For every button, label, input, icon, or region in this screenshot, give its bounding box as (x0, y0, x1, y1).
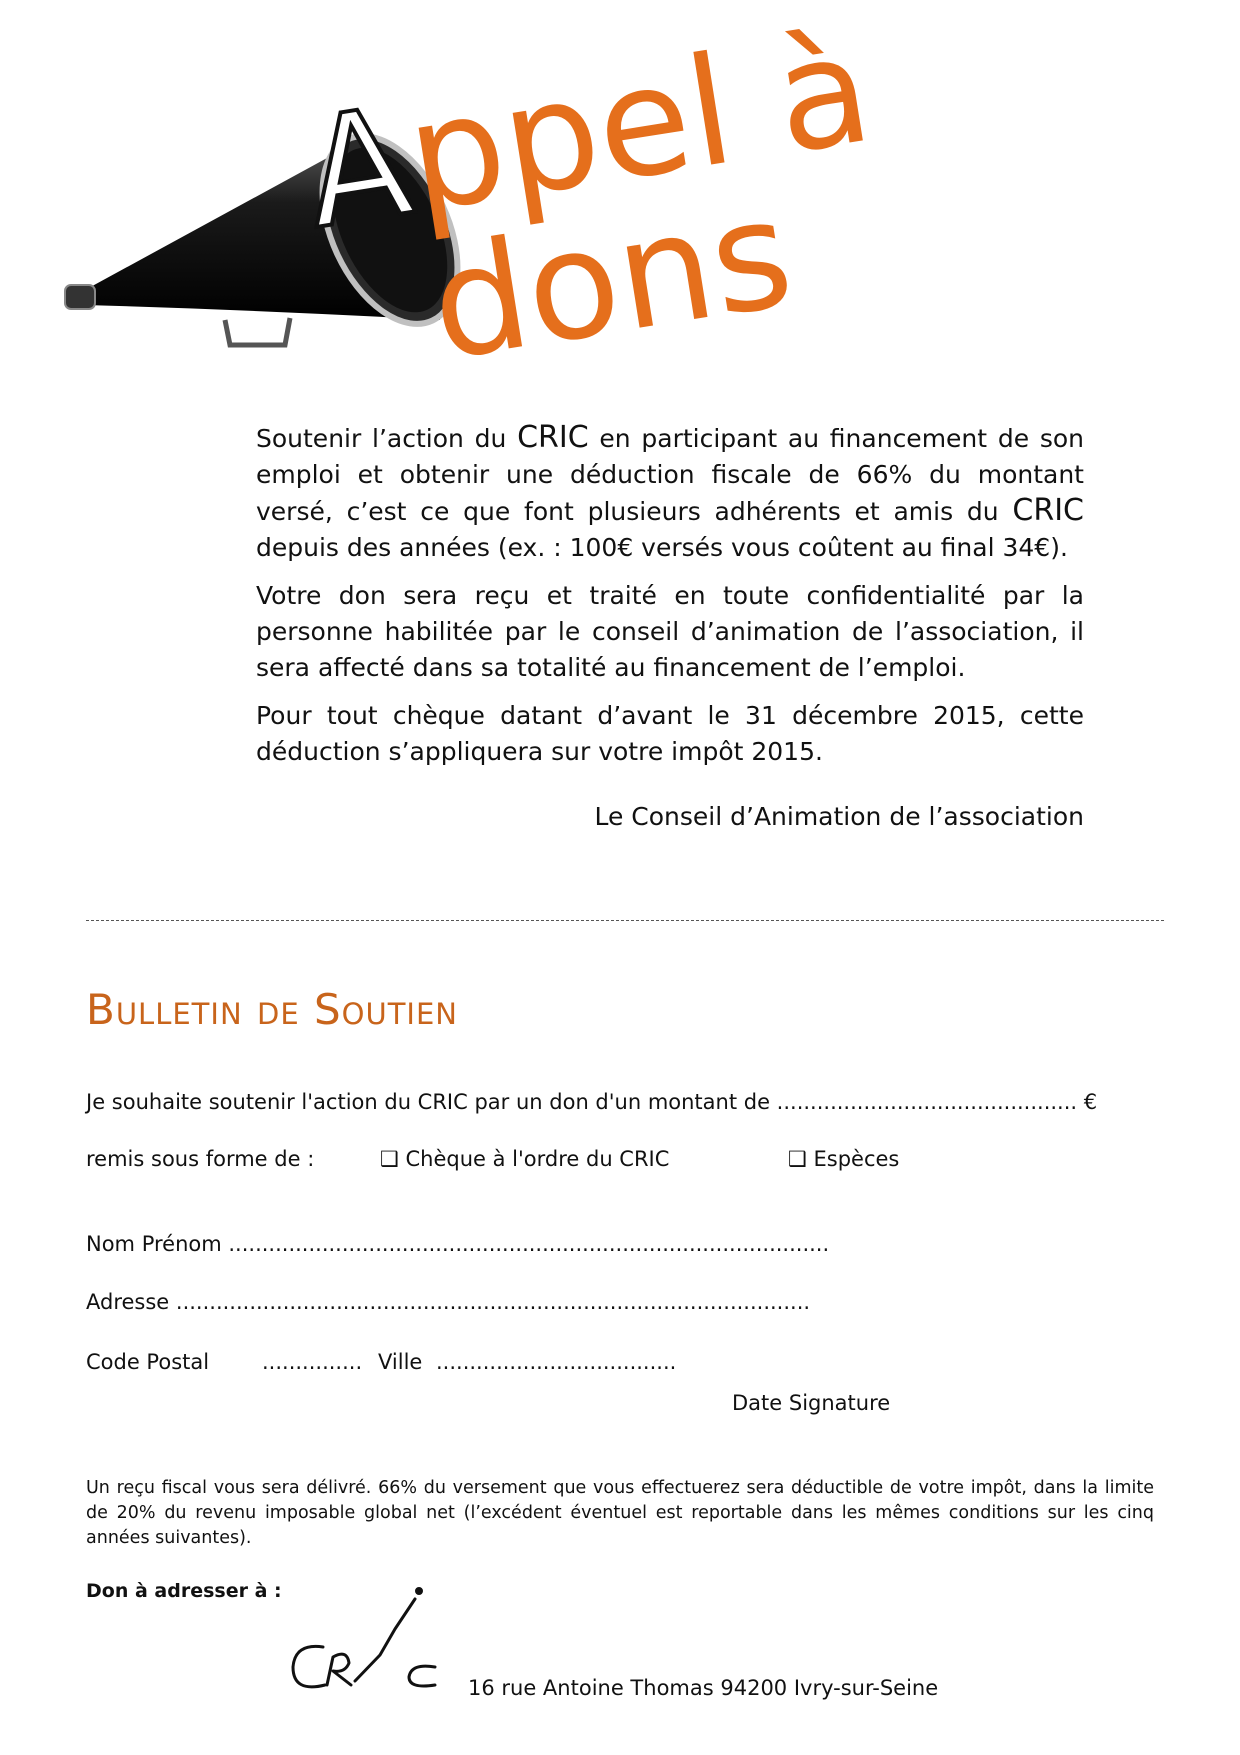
payment-label: remis sous forme de : (86, 1147, 315, 1171)
title-rest: ppel à dons (396, 2, 882, 395)
intro-p1-start: Soutenir l’action du (256, 424, 518, 453)
postal-address: 16 rue Antoine Thomas 94200 Ivry-sur-Seine (468, 1676, 939, 1700)
send-to-label: Don à adresser à : (86, 1580, 282, 1602)
tax-footnote: Un reçu fiscal vous sera délivré. 66% du versement que vous effectuerez sera déductible de votre impôt, dans la limite de 20% du revenu imposable global net (l’excédent éventuel est reportable dans les mêmes conditions sur les cinq années suivantes). (86, 1478, 1154, 1548)
name-field[interactable]: Nom Prénom .......................................................................................... (86, 1232, 830, 1256)
postal-code-label: Code Postal (86, 1350, 210, 1374)
cash-checkbox[interactable]: ❑ Espèces (788, 1147, 900, 1171)
address-field[interactable]: Adresse ............................................................................................... (86, 1290, 811, 1314)
city-field[interactable]: .................................... (436, 1350, 677, 1374)
intro-text (256, 420, 1084, 782)
cut-line-divider (86, 920, 1164, 921)
intro-paragraph-2: Votre don sera reçu et traité en toute confidentialité par la personne habilitée par le conseil d’animation de l’association, il sera affecté dans sa totalité au financement de l’emploi. (256, 581, 1084, 682)
page-title (289, 0, 1120, 395)
form-title: Bulletin de Soutien (86, 985, 458, 1034)
intro-paragraph-3: Pour tout chèque datant d’avant le 31 décembre 2015, cette déduction s’appliquera sur votre impôt 2015. (256, 701, 1084, 766)
date-signature-label: Date Signature (732, 1391, 891, 1415)
amount-line[interactable]: Je souhaite soutenir l'action du CRIC par un don d'un montant de ............................................. € (86, 1090, 1098, 1114)
cric-name: CRIC (517, 420, 589, 455)
cric-name: CRIC (1012, 493, 1084, 528)
intro-p1-middle: en participant au financement de son emploi et obtenir une déduction fiscale de 66% du montant versé, c’est ce que font plusieurs adhérents et amis du (256, 424, 1084, 526)
cheque-checkbox[interactable]: ❑ Chèque à l'ordre du CRIC (380, 1147, 670, 1171)
city-label: Ville (378, 1350, 423, 1374)
title-first-letter: A (293, 74, 423, 263)
intro-p1-end: depuis des années (ex. : 100€ versés vous coûtent au final 34€). (256, 533, 1068, 562)
postal-code-field[interactable]: ............... (262, 1350, 363, 1374)
cric-logo (285, 1585, 455, 1700)
intro-paragraph-1 (256, 420, 1084, 566)
signoff: Le Conseil d’Animation de l’association (594, 802, 1084, 831)
